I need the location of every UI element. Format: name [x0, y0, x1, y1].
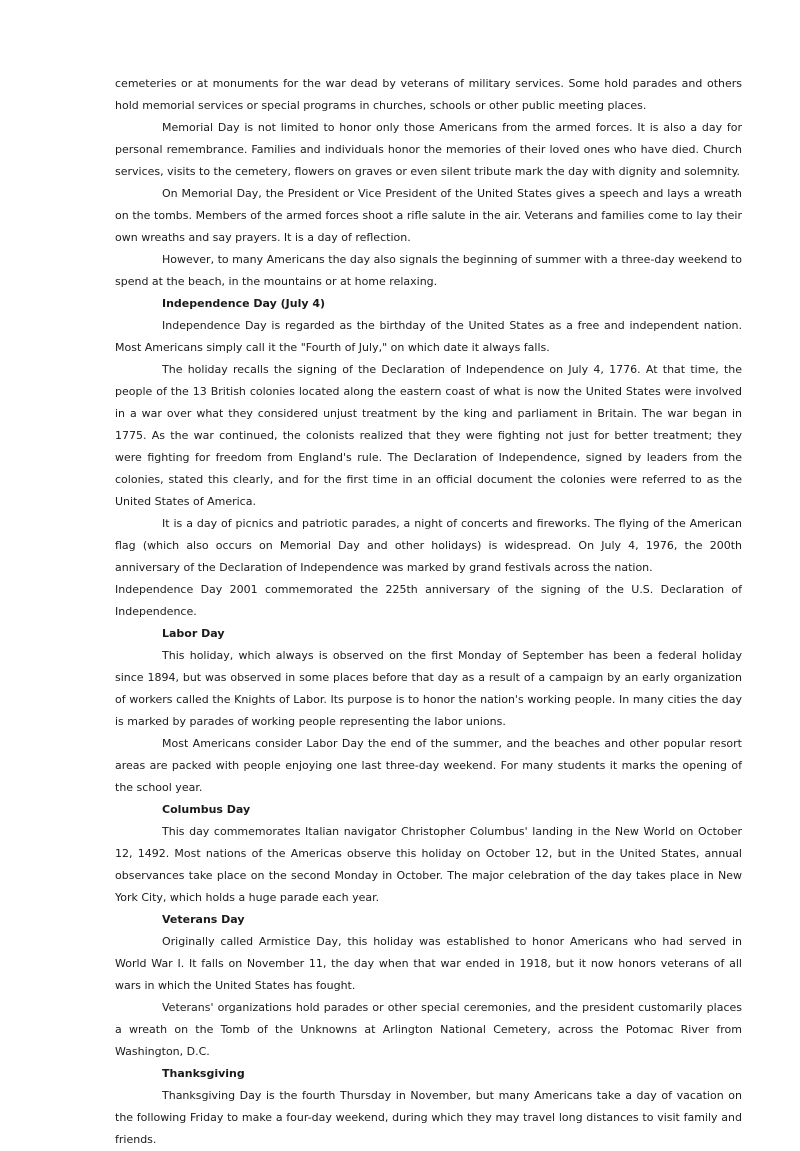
document-page — [115, 73, 742, 1151]
heading-thanksgiving: Thanksgiving — [162, 1067, 245, 1080]
paragraph-labor-history: This holiday, which always is observed on the first Monday of September has been a federal holiday since 1894, but was observed in some places before that day as a result of a campaign by an early organization of workers called the Knights of Labor. Its purpose is to honor the nation's working people. In many cities the day is marked by parades of working people representing the labor unions. — [115, 649, 742, 728]
paragraph-veterans-history: Originally called Armistice Day, this holiday was established to honor Americans who had served in World War I. It falls on November 11, the day when that war ended in 1918, but it now honors veterans of all wars in which the United States has fought. — [115, 935, 742, 992]
heading-independence-day: Independence Day (July 4) — [162, 297, 326, 310]
heading-labor-day: Labor Day — [162, 627, 225, 640]
paragraph-memorial-remembrance: Memorial Day is not limited to honor only those Americans from the armed forces. It is also a day for personal remembrance. Families and individuals honor the memories of their loved ones who have died. Church services, visits to the cemetery, flowers on graves or even silent tribute mark the day with dignity and solemnity. — [115, 121, 742, 178]
paragraph-veterans-ceremonies: Veterans' organizations hold parades or other special ceremonies, and the president customarily places a wreath on the Tomb of the Unknowns at Arlington National Cemetery, across the Potomac River from Washington, D.C. — [115, 1001, 742, 1058]
paragraph-memorial-summer: However, to many Americans the day also signals the beginning of summer with a three-day weekend to spend at the beach, in the mountains or at home relaxing. — [115, 253, 742, 288]
paragraph-independence-history: The holiday recalls the signing of the Declaration of Independence on July 4, 1776. At that time, the people of the 13 British colonies located along the eastern coast of what is now the United States were involved in a war over what they considered unjust treatment by the king and parliament in Britain. The war began in 1775. As the war continued, the colonists realized that they were fighting not just for better treatment; they were fighting for freedom from England's rule. The Declaration of Independence, signed by leaders from the colonies, stated this clearly, and for the first time in an official document the colonies were referred to as the United States of America. — [115, 363, 742, 508]
heading-veterans-day: Veterans Day — [162, 913, 245, 926]
paragraph-labor-summer: Most Americans consider Labor Day the end of the summer, and the beaches and other popular resort areas are packed with people enjoying one last three-day weekend. For many students it marks the opening of the school year. — [115, 737, 742, 794]
paragraph-columbus: This day commemorates Italian navigator Christopher Columbus' landing in the New World on October 12, 1492. Most nations of the Americas observe this holiday on October 12, but in the United States, annual observances take place on the second Monday in October. The major celebration of the day takes place in New York City, which holds a huge parade each year. — [115, 825, 742, 904]
paragraph-memorial-president: On Memorial Day, the President or Vice President of the United States gives a speech and lays a wreath on the tombs. Members of the armed forces shoot a rifle salute in the air. Veterans and families come to lay their own wreaths and say prayers. It is a day of reflection. — [115, 187, 742, 244]
heading-columbus-day: Columbus Day — [162, 803, 251, 816]
paragraph-independence-birthday: Independence Day is regarded as the birthday of the United States as a free and independent nation. Most Americans simply call it the "Fourth of July," on which date it always falls. — [115, 319, 742, 354]
paragraph-independence-celebrations: It is a day of picnics and patriotic parades, a night of concerts and fireworks. The flying of the American flag (which also occurs on Memorial Day and other holidays) is widespread. On July 4, 1976, the 200th anniversary of the Declaration of Independence was marked by grand festivals across the nation. — [115, 517, 742, 574]
paragraph-independence-2001: Independence Day 2001 commemorated the 225th anniversary of the signing of the U.S. Declaration of Independence. — [115, 583, 742, 618]
paragraph-memorial-observances: cemeteries or at monuments for the war dead by veterans of military services. Some hold parades and others hold memorial services or special programs in churches, schools or other public meeting places. — [115, 77, 742, 112]
paragraph-thanksgiving: Thanksgiving Day is the fourth Thursday in November, but many Americans take a day of vacation on the following Friday to make a four-day weekend, during which they may travel long distances to visit family and friends. — [115, 1089, 742, 1146]
